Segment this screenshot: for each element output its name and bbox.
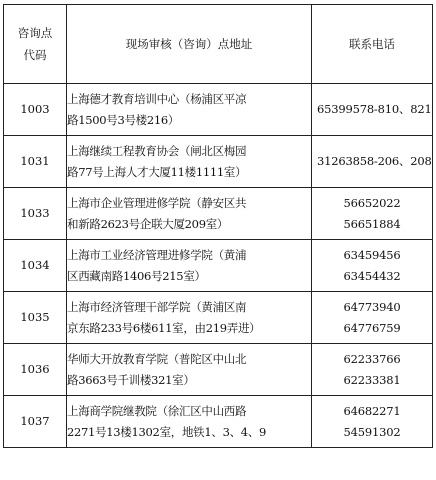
- table-header-row: [4, 5, 433, 84]
- site-code: 1035: [4, 292, 67, 344]
- site-address: [67, 344, 312, 396]
- site-code: 1031: [4, 136, 67, 188]
- site-phone: [312, 188, 433, 240]
- address-line1: 上海市工业经济管理进修学院（黄浦: [67, 247, 247, 262]
- site-code: 1036: [4, 344, 67, 396]
- address-line2: 区西藏南路1406号215室）: [67, 268, 206, 283]
- header-address: 现场审核（咨询）点地址: [67, 5, 312, 84]
- site-code: 1037: [4, 396, 67, 448]
- address-line1: 上海商学院继教院（徐汇区中山西路: [67, 403, 247, 418]
- site-address: [67, 188, 312, 240]
- phone-line1: 62233766: [343, 351, 401, 366]
- site-code: 1034: [4, 240, 67, 292]
- address-line2: 和新路2623号企联大厦209室）: [67, 216, 229, 231]
- header-code-line2: 代码: [23, 48, 47, 62]
- table-row: [4, 396, 433, 448]
- address-line2: 路3663号千训楼321室）: [67, 372, 195, 387]
- address-line1: 上海市企业管理进修学院（静安区共: [67, 195, 247, 210]
- phone-line1: 64773940: [343, 299, 401, 314]
- header-phone: 联系电话: [312, 5, 433, 84]
- site-phone: [312, 240, 433, 292]
- site-address: [67, 396, 312, 448]
- address-line1: 上海继续工程教育协会（闸北区梅园: [67, 143, 247, 158]
- phone-line2: 63454432: [343, 268, 401, 283]
- phone-line1: 63459456: [343, 247, 401, 262]
- table-row: [4, 344, 433, 396]
- site-phone: [312, 136, 433, 188]
- table-row: [4, 188, 433, 240]
- address-line2: 路1500号3号楼216）: [67, 112, 180, 127]
- header-code: [4, 5, 67, 84]
- site-address: [67, 240, 312, 292]
- phone-line2: 62233381: [343, 372, 401, 387]
- phone-line2: 56651884: [343, 216, 401, 231]
- address-line1: 上海市经济管理干部学院（黄浦区南: [67, 299, 247, 314]
- phone-line1: 65399578-810、821: [317, 102, 432, 116]
- header-code-line1: 咨询点: [17, 26, 53, 40]
- table-row: [4, 136, 433, 188]
- address-line2: 2271号13楼1302室，地铁1、3、4、9: [67, 424, 267, 439]
- address-line1: 华师大开放教育学院（普陀区中山北: [67, 351, 247, 366]
- table-row: [4, 240, 433, 292]
- site-address: [67, 84, 312, 136]
- consultation-sites-table: [3, 4, 433, 448]
- phone-line1: 64682271: [343, 403, 401, 418]
- phone-line1: 31263858-206、208: [317, 154, 432, 168]
- site-address: [67, 292, 312, 344]
- site-phone: [312, 84, 433, 136]
- address-line2: 路77号上海人才大厦11楼1111室）: [67, 164, 247, 179]
- phone-line2: 64776759: [343, 320, 401, 335]
- table-row: [4, 84, 433, 136]
- phone-line1: 56652022: [343, 195, 401, 210]
- address-line2: 京东路233号6楼611室，由219弄进）: [67, 320, 261, 335]
- table-row: [4, 292, 433, 344]
- phone-line2: 54591302: [343, 424, 401, 439]
- site-address: [67, 136, 312, 188]
- address-line1: 上海德才教育培训中心（杨浦区平凉: [67, 91, 247, 106]
- site-phone: [312, 344, 433, 396]
- site-code: 1003: [4, 84, 67, 136]
- site-phone: [312, 396, 433, 448]
- site-code: 1033: [4, 188, 67, 240]
- site-phone: [312, 292, 433, 344]
